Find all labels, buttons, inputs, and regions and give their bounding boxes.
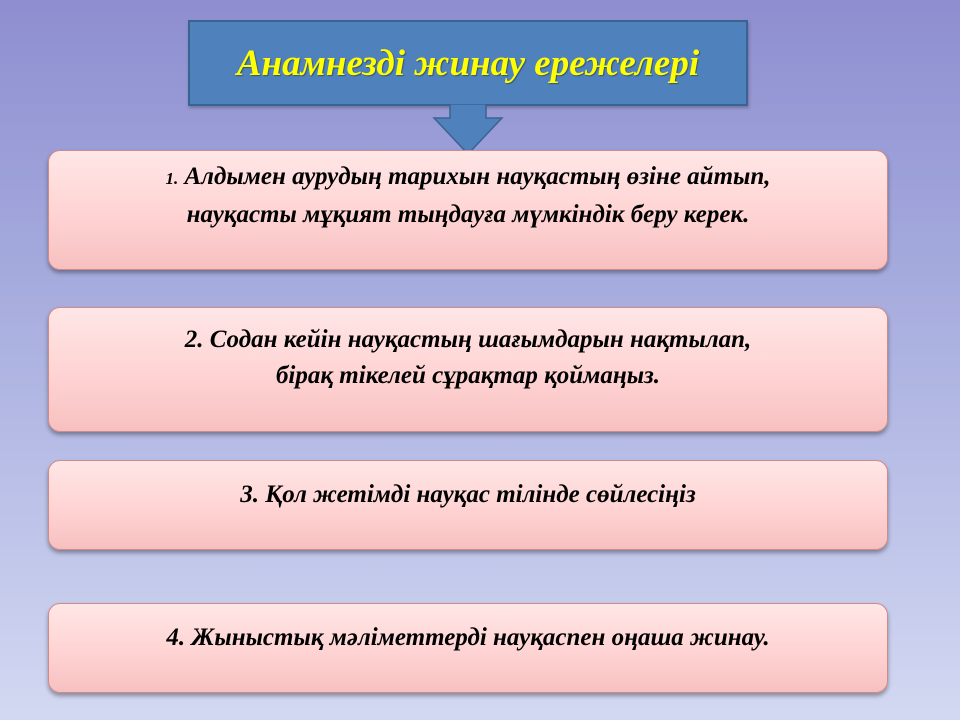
rule-1-line-2: науқасты мұқият тыңдауға мүмкіндік беру керек.: [186, 201, 750, 228]
rule-1-text-1: Алдымен аурудың тарихын науқастың өзіне айтып,: [184, 163, 771, 190]
down-arrow-icon: [432, 104, 504, 156]
rule-3-line-1: 3. Қол жетімді науқас тілінде сөйлесіңіз: [240, 481, 696, 508]
rule-card-1: [48, 150, 888, 270]
rule-1-number: 1.: [165, 169, 179, 188]
rule-2-line-1: 2. Содан кейін науқастың шағымдарын нақтылап,: [184, 326, 752, 353]
title-banner: [188, 20, 748, 106]
rule-card-3: [48, 460, 888, 550]
rule-2-line-2: бірақ тікелей сұрақтар қоймаңыз.: [275, 362, 661, 389]
rule-4-line-1: 4. Жыныстық мәліметтерді науқаспен оңаша жинау.: [166, 624, 770, 651]
rule-card-4: [48, 603, 888, 693]
rule-card-2: [48, 307, 888, 432]
slide-title: Анамнезді жинау ережелері: [236, 42, 700, 84]
rule-1-line-1: [65, 159, 871, 197]
